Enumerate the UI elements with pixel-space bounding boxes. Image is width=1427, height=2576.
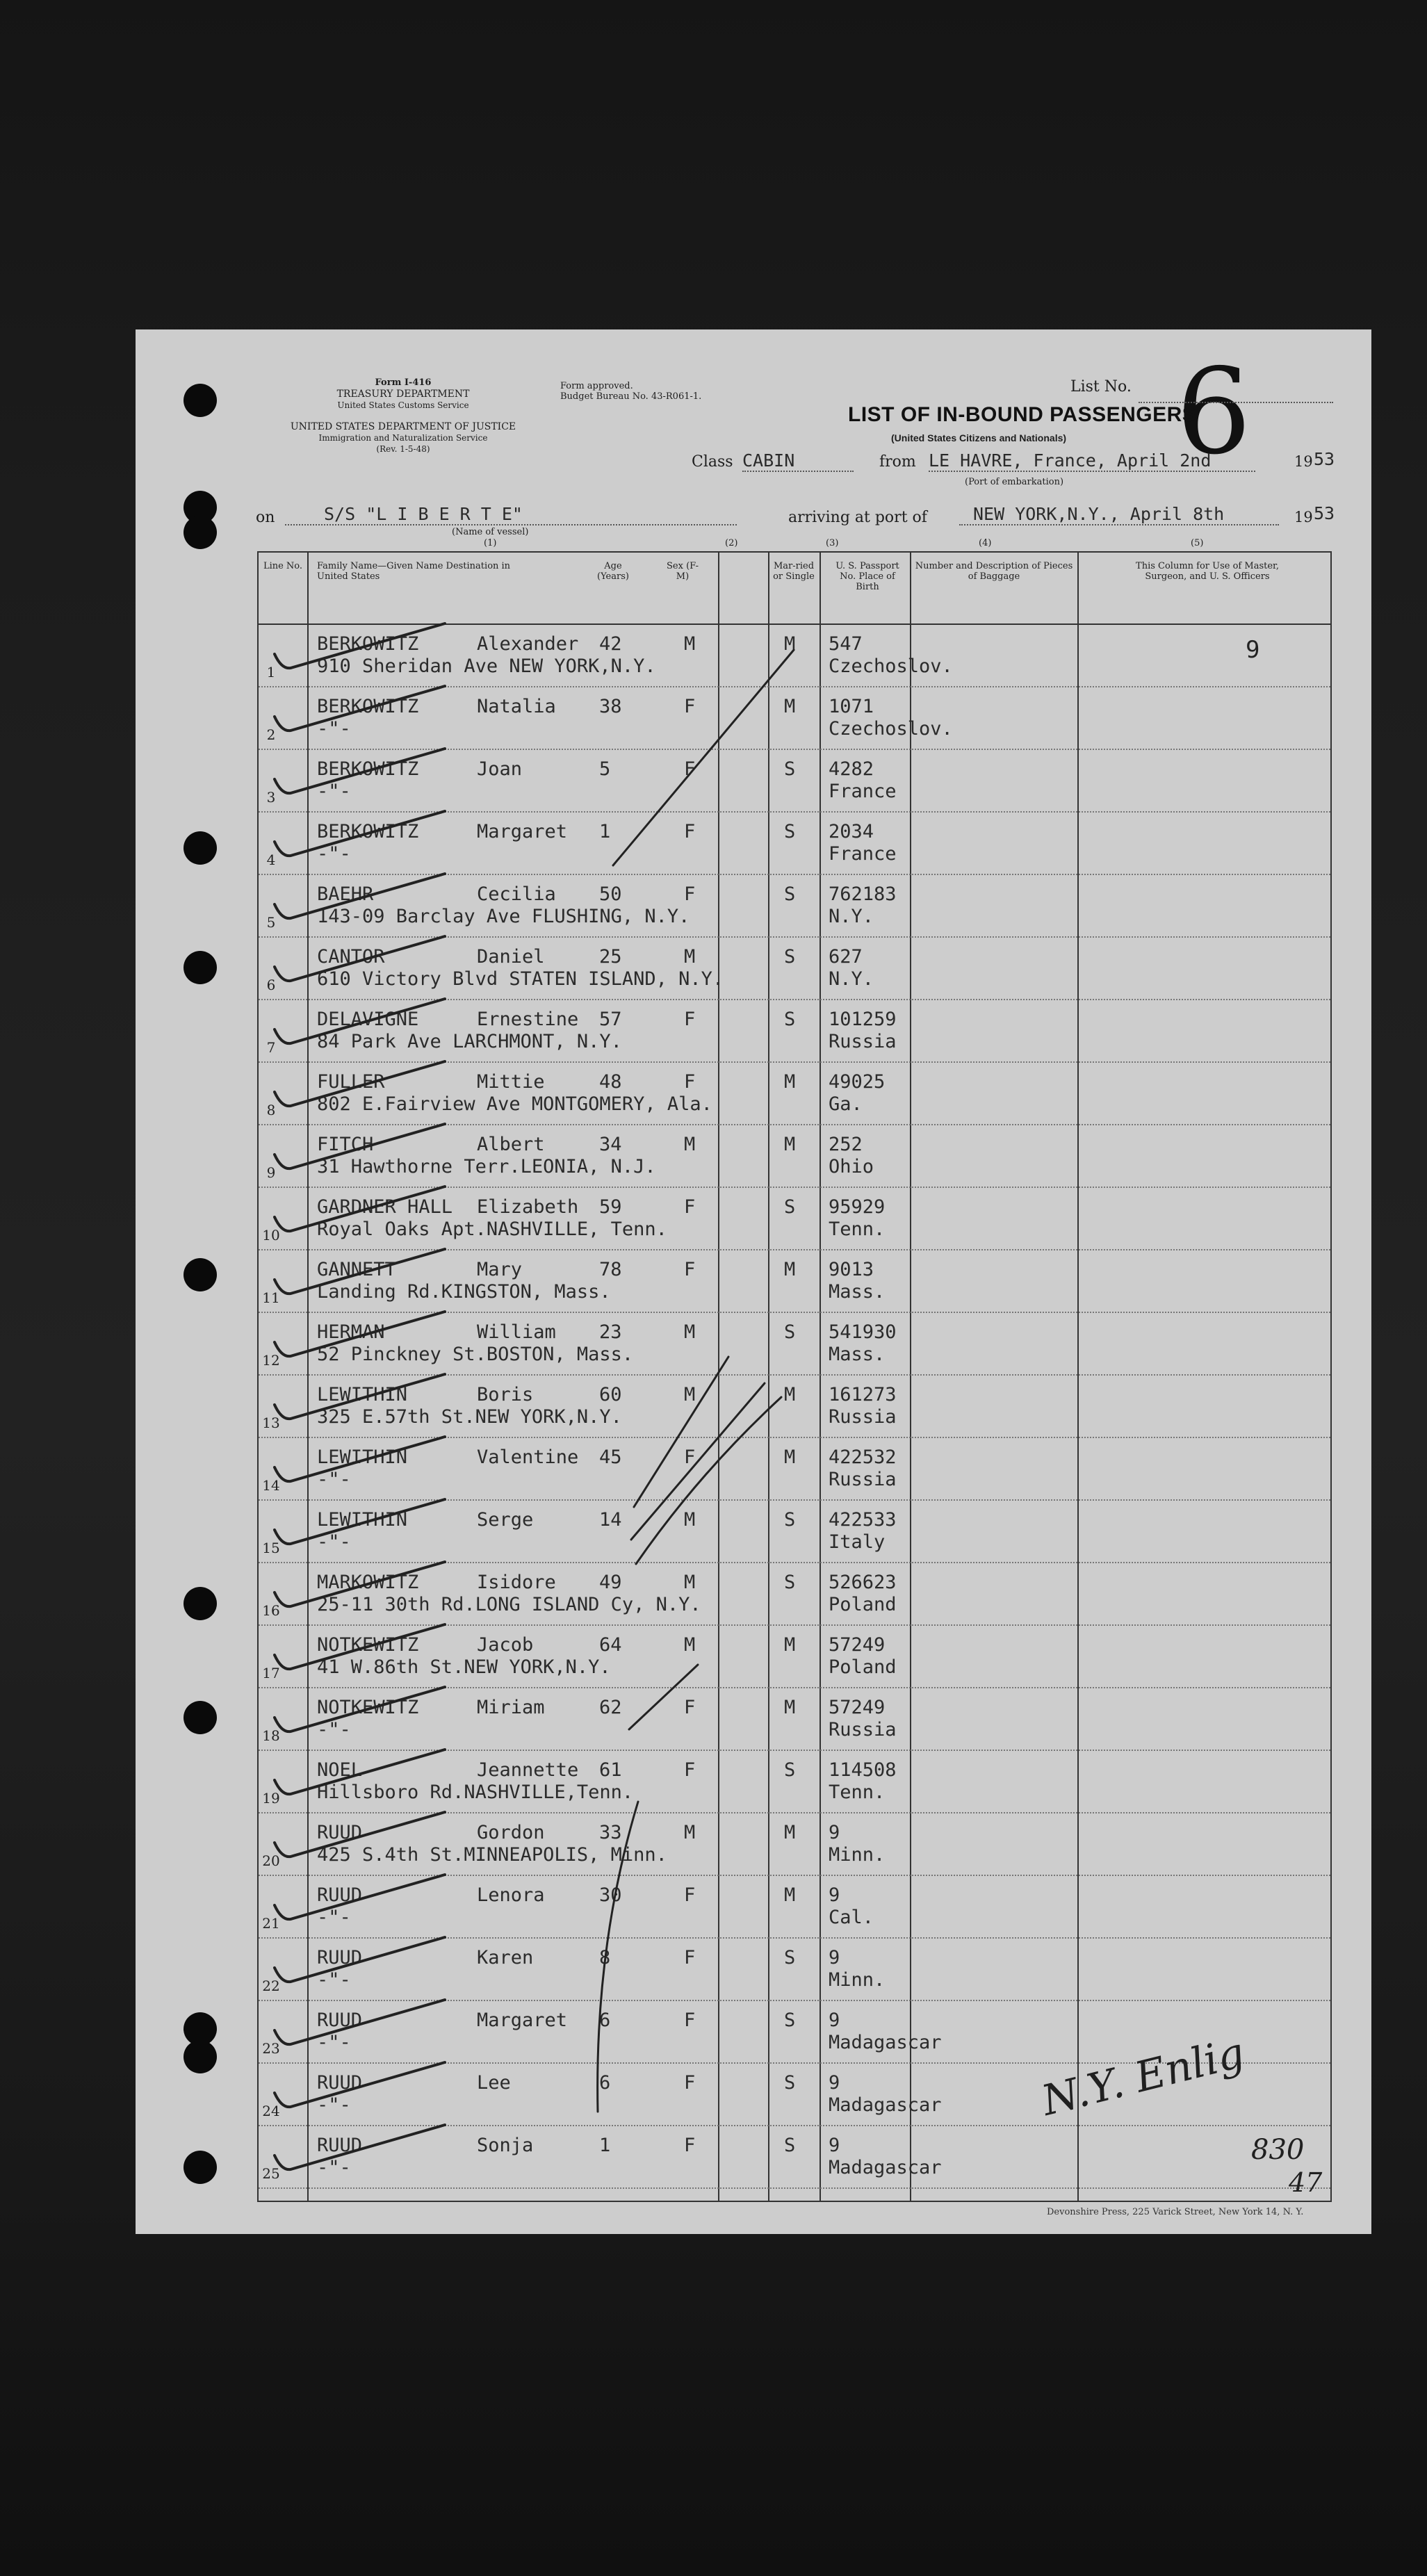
- given-name: William: [477, 1321, 556, 1343]
- sex-value: M: [684, 1509, 696, 1531]
- line-number: 20: [262, 1852, 280, 1869]
- given-name: Jacob: [477, 1634, 534, 1656]
- married-status: M: [784, 1259, 796, 1280]
- form-approved: Form approved.: [560, 381, 633, 391]
- sex-value: M: [684, 1384, 696, 1405]
- dept-treasury: TREASURY DEPARTMENT: [336, 389, 470, 400]
- place-of-birth: Czechoslov.: [829, 655, 953, 677]
- passport-number: 57249: [829, 1634, 886, 1656]
- family-name: RUUD: [317, 2072, 363, 2094]
- age-value: 6: [599, 2072, 611, 2094]
- place-of-birth: Cal.: [829, 1907, 874, 1928]
- passport-number: 2034: [829, 821, 874, 842]
- passport-number: 9: [829, 2010, 840, 2031]
- family-name: FULLER: [317, 1071, 385, 1093]
- married-status: S: [784, 1572, 796, 1593]
- passport-number: 101259: [829, 1009, 897, 1030]
- age-value: 6: [599, 2010, 611, 2031]
- line-number: 17: [262, 1665, 280, 1681]
- age-value: 33: [599, 1822, 622, 1843]
- passport-number: 9: [829, 1947, 840, 1968]
- check-mark: [275, 1750, 445, 1794]
- age-value: 42: [599, 633, 622, 655]
- arrival-year: 53: [1314, 503, 1335, 523]
- destination: 84 Park Ave LARCHMONT, N.Y.: [317, 1031, 622, 1052]
- check-mark: [275, 1562, 445, 1606]
- destination: 143-09 Barclay Ave FLUSHING, N.Y.: [317, 906, 690, 927]
- destination: 31 Hawthorne Terr.LEONIA, N.J.: [317, 1156, 656, 1177]
- destination: 25-11 30th Rd.LONG ISLAND Cy, N.Y.: [317, 1594, 701, 1615]
- line-number: 13: [262, 1415, 280, 1431]
- col-num-5: (5): [1191, 538, 1204, 548]
- from-label: from: [879, 453, 916, 471]
- destination: 802 E.Fairview Ave MONTGOMERY, Ala.: [317, 1093, 712, 1115]
- age-value: 62: [599, 1697, 622, 1718]
- from-year-prefix: 19: [1294, 453, 1313, 470]
- married-status: S: [784, 821, 796, 842]
- destination: -"-: [317, 1907, 351, 1928]
- col-head-married: Mar-ried or Single: [773, 561, 815, 582]
- given-name: Gordon: [477, 1822, 545, 1843]
- col-head-passport: U. S. Passport No. Place of Birth: [835, 561, 899, 592]
- line-number: 25: [262, 2165, 280, 2182]
- age-value: 59: [599, 1196, 622, 1218]
- family-name: RUUD: [317, 1947, 363, 1968]
- place-of-birth: Tenn.: [829, 1782, 886, 1803]
- check-mark: [275, 686, 445, 731]
- line-number: 16: [262, 1602, 280, 1619]
- given-name: Isidore: [477, 1572, 556, 1593]
- family-name: BERKOWITZ: [317, 758, 419, 780]
- destination: -"-: [317, 843, 351, 865]
- list-number: 6: [1176, 343, 1252, 481]
- given-name: Boris: [477, 1384, 534, 1405]
- passport-number: 114508: [829, 1759, 897, 1781]
- place-of-birth: Minn.: [829, 1844, 886, 1866]
- family-name: DELAVIGNE: [317, 1009, 419, 1030]
- line-number: 5: [266, 914, 276, 931]
- family-name: BERKOWITZ: [317, 696, 419, 717]
- arrival-year-prefix: 19: [1294, 509, 1313, 525]
- on-label: on: [256, 509, 275, 526]
- given-name: Lee: [477, 2072, 511, 2094]
- married-status: M: [784, 1384, 796, 1405]
- age-value: 8: [599, 1947, 611, 1968]
- sex-value: F: [684, 821, 696, 842]
- sex-value: M: [684, 1634, 696, 1656]
- line-number: 23: [262, 2040, 280, 2057]
- family-name: LEWITHIN: [317, 1509, 408, 1531]
- passport-number: 9013: [829, 1259, 874, 1280]
- destination: -"-: [317, 1531, 351, 1553]
- family-name: FITCH: [317, 1134, 374, 1155]
- family-name: RUUD: [317, 1822, 363, 1843]
- age-value: 64: [599, 1634, 622, 1656]
- line-number: 19: [262, 1790, 280, 1807]
- list-title: LIST OF IN-BOUND PASSENGERS: [848, 403, 1197, 426]
- line-number: 3: [266, 789, 276, 806]
- passport-number: 161273: [829, 1384, 897, 1405]
- place-of-birth: Russia: [829, 1406, 897, 1428]
- given-name: Miriam: [477, 1697, 545, 1718]
- age-value: 1: [599, 821, 611, 842]
- list-subtitle: (United States Citizens and Nationals): [891, 432, 1067, 443]
- line-number: 21: [262, 1915, 280, 1932]
- line-number: 10: [262, 1227, 280, 1244]
- age-value: 1: [599, 2135, 611, 2156]
- check-mark: [275, 1499, 445, 1544]
- col-head-baggage: Number and Description of Pieces of Baggage: [915, 561, 1073, 582]
- family-name: BAEHR: [317, 883, 374, 905]
- check-mark: [275, 1374, 445, 1419]
- given-name: Lenora: [477, 1884, 545, 1906]
- dept-justice: UNITED STATES DEPARTMENT OF JUSTICE: [290, 421, 516, 432]
- line-number: 8: [266, 1102, 276, 1118]
- passport-number: 422533: [829, 1509, 897, 1531]
- sex-value: F: [684, 758, 696, 780]
- line-number: 6: [266, 977, 276, 993]
- line-number: 22: [262, 1978, 280, 1994]
- given-name: Margaret: [477, 821, 568, 842]
- married-status: M: [784, 1697, 796, 1718]
- married-status: S: [784, 2072, 796, 2094]
- check-mark: [275, 1687, 445, 1731]
- place-of-birth: Tenn.: [829, 1218, 886, 1240]
- col-head-sex: Sex (F-M): [667, 561, 699, 582]
- age-value: 57: [599, 1009, 622, 1030]
- class-value: CABIN: [742, 450, 854, 472]
- line-number: 24: [262, 2103, 280, 2119]
- passport-number: 57249: [829, 1697, 886, 1718]
- married-status: M: [784, 1446, 796, 1468]
- budget-bureau: Budget Bureau No. 43-R061-1.: [560, 391, 702, 402]
- class-label: Class: [692, 453, 733, 471]
- check-mark: [275, 1187, 445, 1231]
- passport-number: 541930: [829, 1321, 897, 1343]
- form-number: Form I-416: [375, 377, 432, 388]
- from-value: LE HAVRE, France, April 2nd: [929, 450, 1255, 472]
- col-num-2: (2): [725, 538, 738, 548]
- destination: 910 Sheridan Ave NEW YORK,N.Y.: [317, 655, 656, 677]
- col-num-1: (1): [484, 538, 497, 548]
- col-num-4: (4): [979, 538, 992, 548]
- check-mark: [275, 999, 445, 1043]
- destination: 610 Victory Blvd STATEN ISLAND, N.Y.: [317, 968, 724, 990]
- given-name: Jeannette: [477, 1759, 579, 1781]
- destination: Landing Rd.KINGSTON, Mass.: [317, 1281, 611, 1303]
- line-number: 2: [266, 726, 276, 743]
- check-mark: [275, 749, 445, 793]
- age-value: 48: [599, 1071, 622, 1093]
- line-number: 18: [262, 1727, 280, 1744]
- sex-value: M: [684, 1134, 696, 1155]
- sex-value: F: [684, 1259, 696, 1280]
- married-status: S: [784, 1009, 796, 1030]
- place-of-birth: Mass.: [829, 1344, 886, 1365]
- passport-number: 4282: [829, 758, 874, 780]
- age-value: 34: [599, 1134, 622, 1155]
- col-head-age: Age (Years): [597, 561, 629, 582]
- married-status: M: [784, 633, 796, 655]
- sex-value: M: [684, 633, 696, 655]
- arrival-value: NEW YORK,N.Y., April 8th: [959, 504, 1279, 525]
- family-name: RUUD: [317, 2010, 363, 2031]
- place-of-birth: Madagascar: [829, 2094, 942, 2116]
- age-value: 25: [599, 946, 622, 968]
- handwritten-number-b: 47: [1289, 2167, 1323, 2198]
- printer-credit: Devonshire Press, 225 Varick Street, New York 14, N. Y.: [1047, 2207, 1304, 2217]
- check-mark: [275, 1312, 445, 1356]
- married-status: S: [784, 946, 796, 968]
- given-name: Elizabeth: [477, 1196, 579, 1218]
- married-status: S: [784, 1196, 796, 1218]
- place-of-birth: France: [829, 843, 897, 865]
- given-name: Margaret: [477, 2010, 568, 2031]
- sex-value: F: [684, 2135, 696, 2156]
- col-head-officers: This Column for Use of Master, Surgeon, and U. S. Officers: [1136, 561, 1279, 582]
- passport-number: 1071: [829, 696, 874, 717]
- sex-value: F: [684, 883, 696, 905]
- dept-ins: Immigration and Naturalization Service: [318, 433, 488, 443]
- place-of-birth: Ohio: [829, 1156, 874, 1177]
- given-name: Karen: [477, 1947, 534, 1968]
- family-name: NOTKEWITZ: [317, 1697, 419, 1718]
- check-mark: [275, 623, 445, 668]
- given-name: Daniel: [477, 946, 545, 968]
- check-mark: [275, 2000, 445, 2044]
- passport-number: 49025: [829, 1071, 886, 1093]
- sex-value: F: [684, 1071, 696, 1093]
- family-name: NOEL: [317, 1759, 363, 1781]
- place-of-birth: Madagascar: [829, 2032, 942, 2053]
- handwritten-number-a: 830: [1251, 2134, 1305, 2166]
- family-name: LEWITHIN: [317, 1446, 408, 1468]
- destination: 52 Pinckney St.BOSTON, Mass.: [317, 1344, 634, 1365]
- destination: -"-: [317, 1469, 351, 1490]
- line-number: 12: [262, 1352, 280, 1369]
- sex-value: F: [684, 1697, 696, 1718]
- place-of-birth: Russia: [829, 1469, 897, 1490]
- passport-number: 9: [829, 1884, 840, 1906]
- arriving-label: arriving at port of: [788, 509, 927, 526]
- age-value: 14: [599, 1509, 622, 1531]
- age-value: 78: [599, 1259, 622, 1280]
- age-value: 61: [599, 1759, 622, 1781]
- destination: Royal Oaks Apt.NASHVILLE, Tenn.: [317, 1218, 667, 1240]
- family-name: HERMAN: [317, 1321, 385, 1343]
- check-mark: [275, 1437, 445, 1481]
- family-name: LEWITHIN: [317, 1384, 408, 1405]
- vessel-name: S/S "L I B E R T E": [285, 504, 737, 525]
- given-name: Valentine: [477, 1446, 579, 1468]
- given-name: Joan: [477, 758, 523, 780]
- passport-number: 95929: [829, 1196, 886, 1218]
- sex-value: F: [684, 2010, 696, 2031]
- family-name: BERKOWITZ: [317, 821, 419, 842]
- married-status: S: [784, 1947, 796, 1968]
- sex-value: F: [684, 1009, 696, 1030]
- officer-mark: 9: [1246, 636, 1260, 664]
- married-status: M: [784, 696, 796, 717]
- passport-number: 422532: [829, 1446, 897, 1468]
- place-of-birth: Minn.: [829, 1969, 886, 1991]
- check-mark: [275, 1812, 445, 1857]
- place-of-birth: Ga.: [829, 1093, 863, 1115]
- married-status: S: [784, 1759, 796, 1781]
- destination: 41 W.86th St.NEW YORK,N.Y.: [317, 1656, 611, 1678]
- age-value: 23: [599, 1321, 622, 1343]
- sex-value: F: [684, 1884, 696, 1906]
- married-status: S: [784, 2010, 796, 2031]
- ink-stroke: [629, 1665, 698, 1729]
- col-head-name: Family Name—Given Name Destination in United States: [317, 561, 511, 582]
- sex-value: M: [684, 1321, 696, 1343]
- check-mark: [275, 2062, 445, 2107]
- line-number: 4: [266, 851, 276, 868]
- sex-value: M: [684, 946, 696, 968]
- family-name: RUUD: [317, 1884, 363, 1906]
- destination: 425 S.4th St.MINNEAPOLIS, Minn.: [317, 1844, 667, 1866]
- given-name: Cecilia: [477, 883, 556, 905]
- place-of-birth: Madagascar: [829, 2157, 942, 2178]
- age-value: 5: [599, 758, 611, 780]
- married-status: M: [784, 1134, 796, 1155]
- vessel-caption: (Name of vessel): [452, 527, 529, 537]
- sex-value: M: [684, 1822, 696, 1843]
- place-of-birth: Russia: [829, 1719, 897, 1741]
- destination: -"-: [317, 2032, 351, 2053]
- dept-customs: United States Customs Service: [337, 400, 469, 410]
- passport-number: 9: [829, 2072, 840, 2094]
- family-name: NOTKEWITZ: [317, 1634, 419, 1656]
- place-of-birth: N.Y.: [829, 906, 874, 927]
- age-value: 50: [599, 883, 622, 905]
- married-status: M: [784, 1822, 796, 1843]
- place-of-birth: Poland: [829, 1656, 897, 1678]
- check-mark: [275, 1875, 445, 1919]
- place-of-birth: Poland: [829, 1594, 897, 1615]
- married-status: S: [784, 1321, 796, 1343]
- place-of-birth: Russia: [829, 1031, 897, 1052]
- given-name: Sonja: [477, 2135, 534, 2156]
- place-of-birth: Czechoslov.: [829, 718, 953, 740]
- check-mark: [275, 874, 445, 918]
- check-mark: [275, 1624, 445, 1669]
- col-num-3: (3): [826, 538, 839, 548]
- destination: -"-: [317, 2157, 351, 2178]
- given-name: Mittie: [477, 1071, 545, 1093]
- revision-date: (Rev. 1-5-48): [376, 444, 430, 454]
- given-name: Natalia: [477, 696, 556, 717]
- given-name: Albert: [477, 1134, 545, 1155]
- line-number: 14: [262, 1477, 280, 1494]
- destination: -"-: [317, 2094, 351, 2116]
- ink-stroke: [598, 1802, 638, 2112]
- sex-value: F: [684, 696, 696, 717]
- ink-stroke: [636, 1397, 781, 1564]
- passport-number: 547: [829, 633, 863, 655]
- age-value: 45: [599, 1446, 622, 1468]
- family-name: BERKOWITZ: [317, 633, 419, 655]
- place-of-birth: France: [829, 781, 897, 802]
- line-number: 11: [262, 1289, 280, 1306]
- family-name: CANTOR: [317, 946, 385, 968]
- sex-value: M: [684, 1572, 696, 1593]
- given-name: Ernestine: [477, 1009, 579, 1030]
- sex-value: F: [684, 1196, 696, 1218]
- list-no-label: List No.: [1070, 378, 1132, 396]
- married-status: M: [784, 1634, 796, 1656]
- port-embarkation-caption: (Port of embarkation): [965, 477, 1064, 487]
- married-status: S: [784, 758, 796, 780]
- from-year: 53: [1314, 449, 1335, 469]
- place-of-birth: N.Y.: [829, 968, 874, 990]
- destination: -"-: [317, 781, 351, 802]
- family-name: RUUD: [317, 2135, 363, 2156]
- destination: 325 E.57th St.NEW YORK,N.Y.: [317, 1406, 622, 1428]
- married-status: M: [784, 1071, 796, 1093]
- sex-value: F: [684, 1446, 696, 1468]
- passport-number: 627: [829, 946, 863, 968]
- check-mark: [275, 1937, 445, 1982]
- ink-stroke: [634, 1357, 728, 1507]
- destination: -"-: [317, 1719, 351, 1741]
- check-mark: [275, 1124, 445, 1168]
- age-value: 49: [599, 1572, 622, 1593]
- married-status: S: [784, 883, 796, 905]
- line-number: 15: [262, 1540, 280, 1556]
- family-name: GARDNER HALL: [317, 1196, 453, 1218]
- given-name: Mary: [477, 1259, 523, 1280]
- line-number: 1: [266, 664, 276, 680]
- place-of-birth: Mass.: [829, 1281, 886, 1303]
- passport-number: 9: [829, 1822, 840, 1843]
- sex-value: F: [684, 2072, 696, 2094]
- married-status: M: [784, 1884, 796, 1906]
- passport-number: 252: [829, 1134, 863, 1155]
- check-mark: [275, 936, 445, 981]
- col-head-line: Line No.: [263, 561, 303, 571]
- given-name: Serge: [477, 1509, 534, 1531]
- check-mark: [275, 1061, 445, 1106]
- passport-number: 526623: [829, 1572, 897, 1593]
- line-number: 9: [266, 1164, 276, 1181]
- age-value: 38: [599, 696, 622, 717]
- destination: -"-: [317, 718, 351, 740]
- given-name: Alexander: [477, 633, 579, 655]
- handwritten-signature: N.Y. Enlig: [1037, 2028, 1250, 2126]
- line-number: 7: [266, 1039, 276, 1056]
- destination: Hillsboro Rd.NASHVILLE,Tenn.: [317, 1782, 634, 1803]
- check-mark: [275, 811, 445, 856]
- age-value: 60: [599, 1384, 622, 1405]
- check-mark: [275, 1249, 445, 1294]
- passport-number: 762183: [829, 883, 897, 905]
- check-mark: [275, 2125, 445, 2169]
- sex-value: F: [684, 1759, 696, 1781]
- married-status: S: [784, 1509, 796, 1531]
- ink-stroke: [613, 650, 794, 865]
- place-of-birth: Italy: [829, 1531, 886, 1553]
- family-name: MARKOWITZ: [317, 1572, 419, 1593]
- destination: -"-: [317, 1969, 351, 1991]
- passport-number: 9: [829, 2135, 840, 2156]
- married-status: S: [784, 2135, 796, 2156]
- age-value: 30: [599, 1884, 622, 1906]
- family-name: GANNETT: [317, 1259, 396, 1280]
- sex-value: F: [684, 1947, 696, 1968]
